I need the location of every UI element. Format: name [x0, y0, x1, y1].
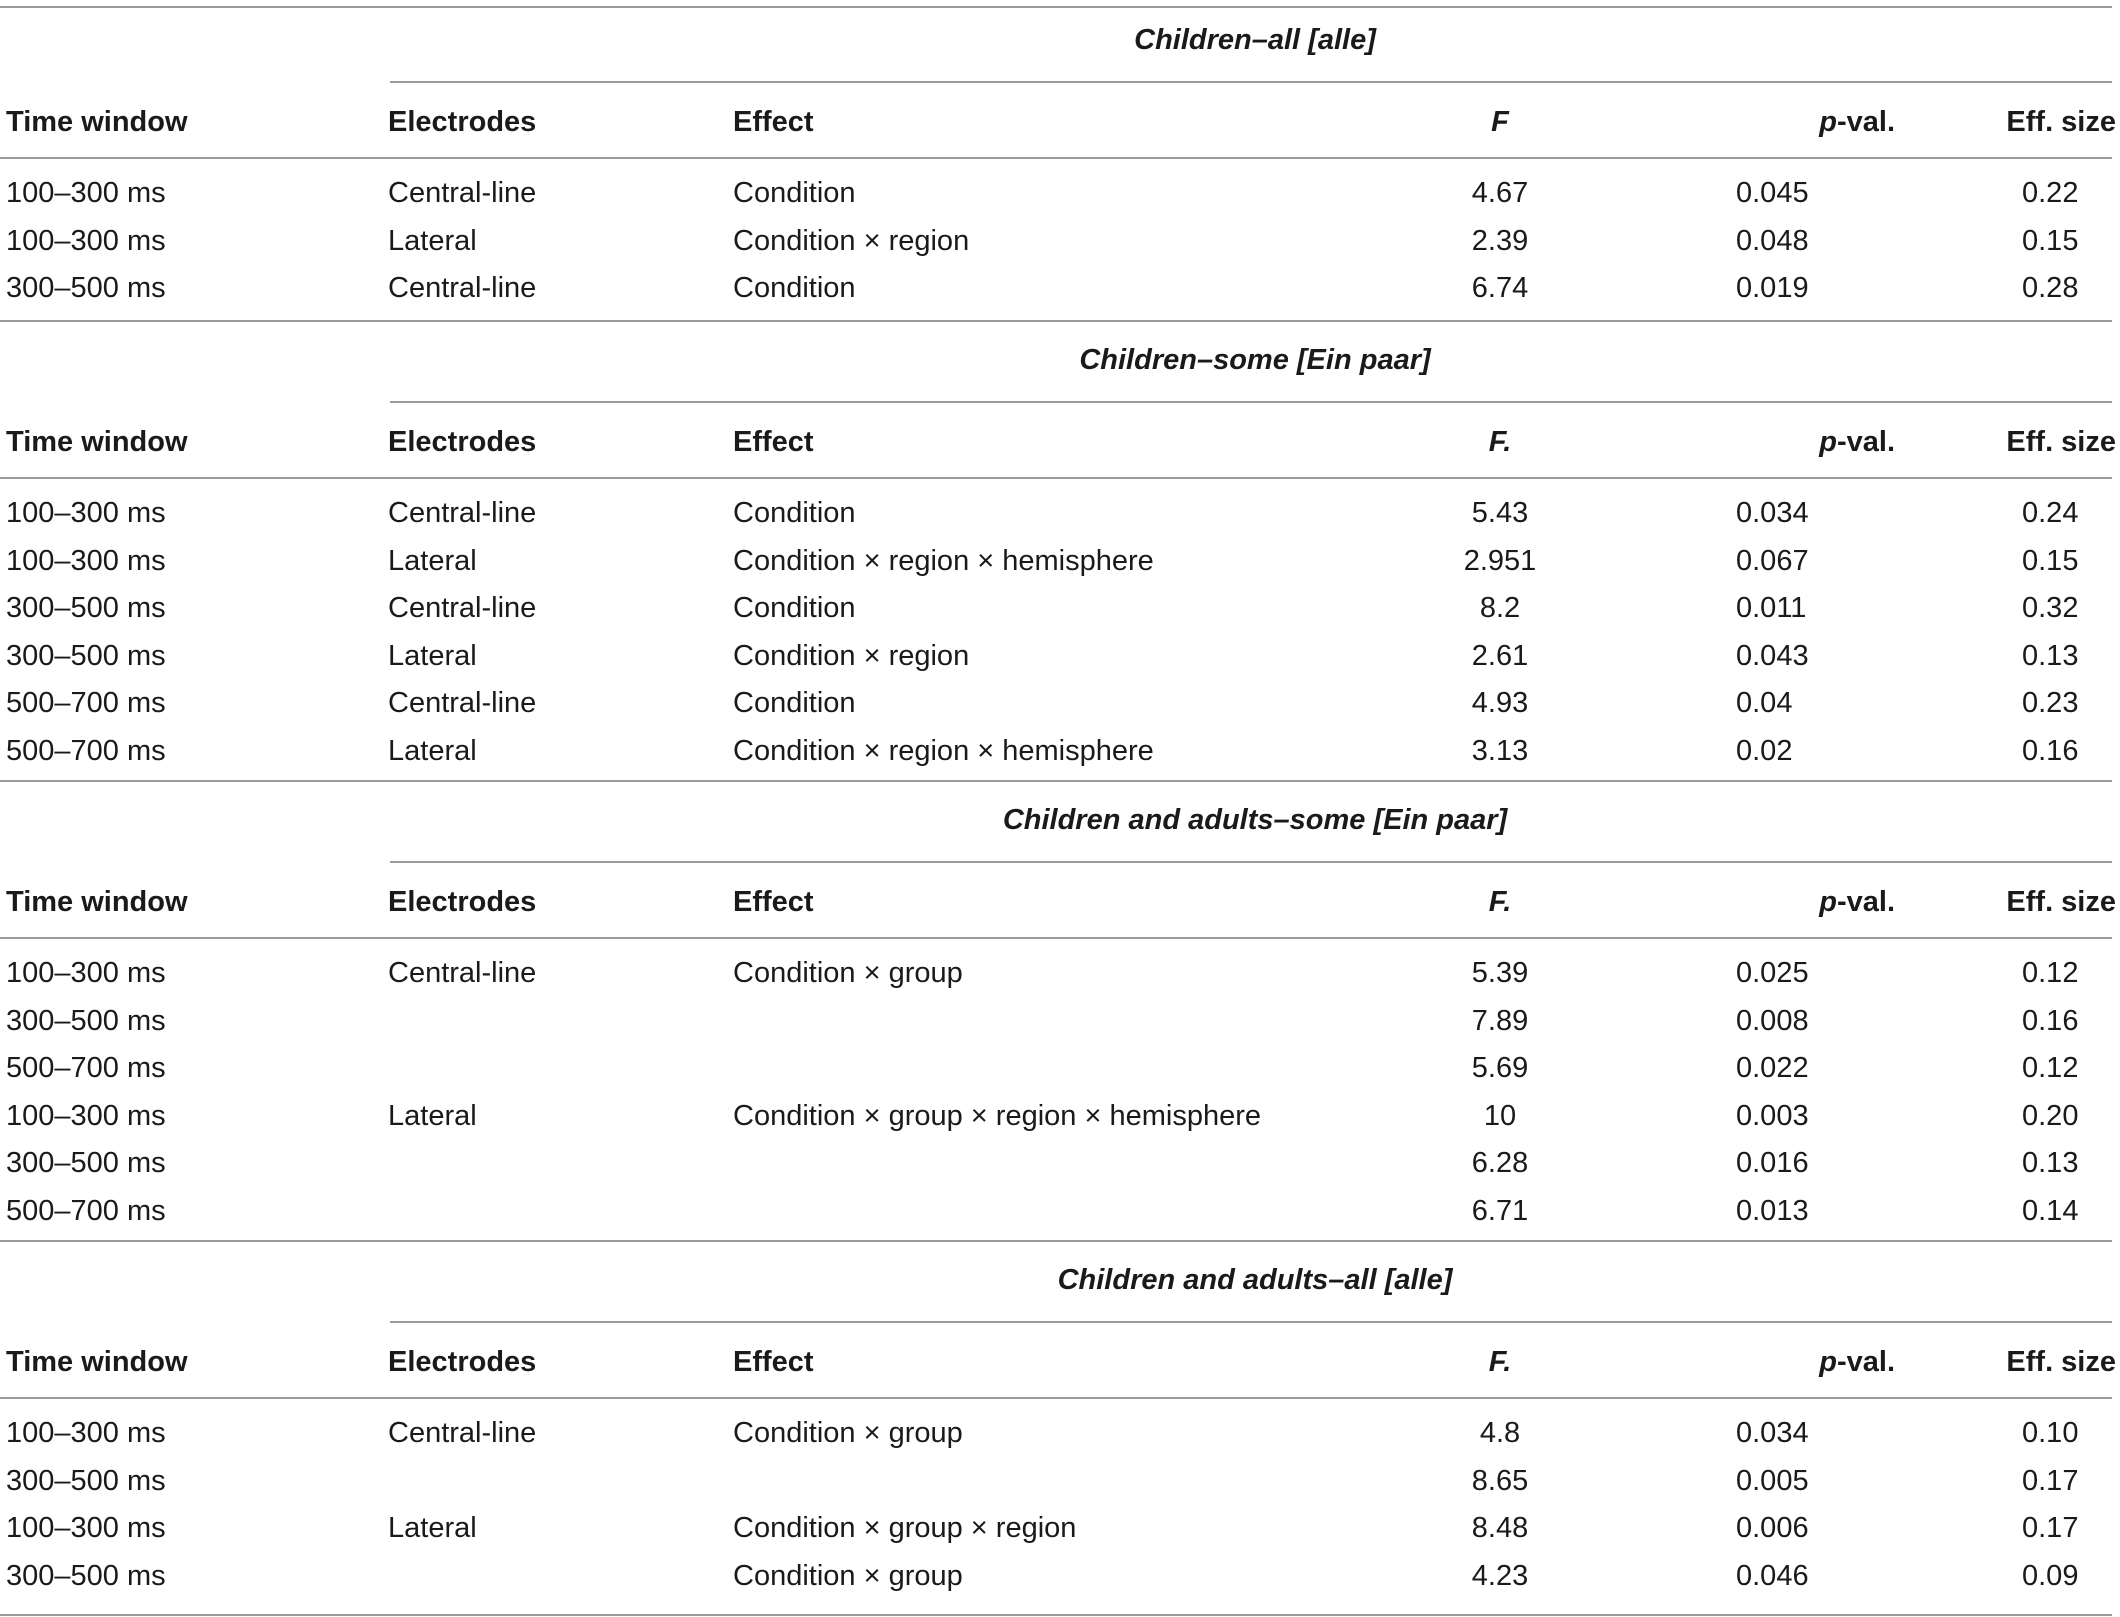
header-p-suffix: -val. [1836, 1346, 1895, 1378]
cell-time-window: 500–700 ms [6, 687, 166, 719]
cell-effect: Condition [733, 272, 856, 304]
section-title: Children–all [alle] [1134, 24, 1376, 56]
title-spanner-rule [390, 81, 2112, 83]
cell-p-value: 0.045 [1736, 177, 1809, 209]
cell-time-window: 100–300 ms [6, 1099, 166, 1132]
cell-electrodes: Lateral [388, 1099, 477, 1132]
cell-time-window: 100–300 ms [6, 497, 166, 529]
cell-p-value: 0.02 [1736, 734, 1793, 767]
header-time-window: Time window [6, 426, 188, 458]
cell-effect: Condition [733, 177, 856, 209]
cell-p-value: 0.019 [1736, 272, 1809, 304]
cell-electrodes: Central-line [388, 497, 537, 529]
table-section [0, 320, 2120, 767]
cell-p-value: 0.034 [1736, 497, 1809, 529]
header-p-suffix: -val. [1836, 886, 1895, 918]
cell-time-window: 100–300 ms [6, 544, 166, 577]
cell-electrodes: Central-line [388, 592, 537, 624]
cell-eff-size: 0.15 [2022, 544, 2079, 577]
cell-eff-size: 0.16 [2022, 1004, 2079, 1037]
cell-effect: Condition × group × region × hemisphere [733, 1099, 1261, 1132]
cell-effect: Condition × group [733, 1559, 963, 1592]
cell-effect: Condition × region [733, 224, 970, 257]
header-p-value [1650, 424, 1895, 460]
cell-eff-size: 0.22 [2022, 177, 2079, 209]
header-p-letter: p [1819, 886, 1837, 918]
table-section [0, 780, 2120, 1227]
cell-p-value: 0.048 [1736, 224, 1809, 257]
cell-effect: Condition [733, 687, 856, 719]
cell-p-value: 0.016 [1736, 1147, 1809, 1179]
cell-time-window: 300–500 ms [6, 1147, 166, 1179]
cell-f-value: 5.43 [1471, 497, 1529, 529]
cell-p-value: 0.034 [1736, 1417, 1809, 1449]
cell-electrodes: Central-line [388, 687, 537, 719]
cell-f-value: 10 [1483, 1099, 1517, 1132]
section-title: Children–some [Ein paar] [1079, 344, 1431, 376]
cell-f-value: 7.89 [1471, 1004, 1529, 1037]
cell-p-value: 0.043 [1736, 639, 1809, 672]
table-section [0, 0, 2120, 320]
cell-f-value: 4.93 [1471, 687, 1529, 719]
header-p-value [1650, 104, 1895, 140]
cell-effect: Condition × group × region [733, 1512, 1077, 1544]
cell-f-value: 3.13 [1471, 734, 1529, 767]
header-f: F. [1488, 886, 1512, 918]
header-time-window: Time window [6, 1346, 188, 1378]
header-rule [0, 157, 2112, 159]
cell-time-window: 300–500 ms [6, 592, 166, 624]
header-effect: Effect [733, 106, 814, 138]
cell-f-value: 4.8 [1479, 1417, 1521, 1449]
header-eff-size: Eff. size [2006, 426, 2116, 458]
cell-f-value: 2.951 [1463, 544, 1537, 577]
header-rule [0, 937, 2112, 939]
header-eff-size: Eff. size [2006, 106, 2116, 138]
cell-electrodes: Central-line [388, 272, 537, 304]
cell-f-value: 8.2 [1479, 592, 1521, 624]
cell-electrodes: Central-line [388, 177, 537, 209]
header-p-suffix: -val. [1836, 426, 1895, 458]
section-top-rule [0, 780, 2112, 782]
cell-f-value: 4.23 [1471, 1559, 1529, 1592]
cell-time-window: 500–700 ms [6, 734, 166, 767]
cell-time-window: 100–300 ms [6, 177, 166, 209]
cell-p-value: 0.006 [1736, 1512, 1809, 1544]
header-f: F [1491, 106, 1509, 138]
cell-p-value: 0.005 [1736, 1464, 1809, 1497]
cell-electrodes: Lateral [388, 639, 477, 672]
cell-eff-size: 0.17 [2022, 1512, 2079, 1544]
cell-f-value: 5.39 [1471, 957, 1529, 989]
cell-f-value: 2.61 [1471, 639, 1529, 672]
header-electrodes: Electrodes [388, 426, 537, 458]
cell-time-window: 300–500 ms [6, 639, 166, 672]
section-title: Children and adults–some [Ein paar] [1002, 804, 1508, 836]
title-spanner-rule [390, 1321, 2112, 1323]
cell-eff-size: 0.09 [2022, 1559, 2079, 1592]
header-p-value [1650, 1344, 1895, 1380]
cell-eff-size: 0.24 [2022, 497, 2079, 529]
header-time-window: Time window [6, 886, 188, 918]
cell-eff-size: 0.10 [2022, 1417, 2079, 1449]
cell-eff-size: 0.15 [2022, 224, 2079, 257]
cell-p-value: 0.013 [1736, 1194, 1809, 1227]
cell-electrodes: Lateral [388, 224, 477, 257]
cell-time-window: 100–300 ms [6, 957, 166, 989]
cell-time-window: 300–500 ms [6, 272, 166, 304]
header-rule [0, 1397, 2112, 1399]
cell-f-value: 5.69 [1471, 1052, 1529, 1084]
cell-time-window: 100–300 ms [6, 224, 166, 257]
cell-time-window: 100–300 ms [6, 1512, 166, 1544]
cell-electrodes: Central-line [388, 1417, 537, 1449]
cell-effect: Condition [733, 592, 856, 624]
cell-time-window: 500–700 ms [6, 1052, 166, 1084]
cell-time-window: 300–500 ms [6, 1464, 166, 1497]
section-title: Children and adults–all [alle] [1057, 1264, 1453, 1296]
cell-electrodes: Lateral [388, 1512, 477, 1544]
cell-eff-size: 0.12 [2022, 1052, 2079, 1084]
header-p-letter: p [1819, 426, 1837, 458]
header-time-window: Time window [6, 106, 188, 138]
cell-effect: Condition × region × hemisphere [733, 544, 1154, 577]
cell-eff-size: 0.12 [2022, 957, 2079, 989]
cell-f-value: 6.74 [1471, 272, 1529, 304]
cell-p-value: 0.011 [1736, 592, 1807, 624]
cell-f-value: 6.28 [1471, 1147, 1529, 1179]
cell-eff-size: 0.16 [2022, 734, 2079, 767]
cell-eff-size: 0.28 [2022, 272, 2079, 304]
header-f: F. [1488, 426, 1512, 458]
table-section [0, 1240, 2120, 1592]
cell-effect: Condition × region [733, 639, 970, 672]
cell-p-value: 0.025 [1736, 957, 1809, 989]
header-electrodes: Electrodes [388, 886, 537, 918]
cell-p-value: 0.022 [1736, 1052, 1809, 1084]
cell-f-value: 4.67 [1471, 177, 1529, 209]
cell-effect: Condition × group [733, 957, 963, 989]
header-p-value [1650, 884, 1895, 920]
cell-f-value: 8.65 [1471, 1464, 1529, 1497]
cell-f-value: 6.71 [1471, 1194, 1529, 1227]
cell-p-value: 0.04 [1736, 687, 1793, 719]
cell-effect: Condition × region × hemisphere [733, 734, 1154, 767]
header-rule [0, 477, 2112, 479]
header-p-letter: p [1819, 1346, 1837, 1378]
header-effect: Effect [733, 886, 814, 918]
header-eff-size: Eff. size [2006, 886, 2116, 918]
header-electrodes: Electrodes [388, 1346, 537, 1378]
cell-electrodes: Central-line [388, 957, 537, 989]
cell-eff-size: 0.13 [2022, 639, 2079, 672]
section-top-rule [0, 1240, 2112, 1242]
cell-electrodes: Lateral [388, 734, 477, 767]
table-bottom-rule [0, 1614, 2112, 1616]
cell-effect: Condition × group [733, 1417, 963, 1449]
cell-time-window: 300–500 ms [6, 1004, 166, 1037]
header-f: F. [1488, 1346, 1512, 1378]
section-top-rule [0, 320, 2112, 322]
cell-eff-size: 0.23 [2022, 687, 2079, 719]
cell-f-value: 2.39 [1471, 224, 1529, 257]
header-effect: Effect [733, 426, 814, 458]
title-spanner-rule [390, 861, 2112, 863]
cell-electrodes: Lateral [388, 544, 477, 577]
cell-eff-size: 0.20 [2022, 1099, 2079, 1132]
cell-eff-size: 0.13 [2022, 1147, 2079, 1179]
title-spanner-rule [390, 401, 2112, 403]
header-p-suffix: -val. [1836, 106, 1895, 138]
header-effect: Effect [733, 1346, 814, 1378]
cell-time-window: 500–700 ms [6, 1194, 166, 1227]
cell-p-value: 0.008 [1736, 1004, 1809, 1037]
header-eff-size: Eff. size [2006, 1346, 2116, 1378]
cell-time-window: 100–300 ms [6, 1417, 166, 1449]
section-top-rule [0, 6, 2112, 8]
cell-effect: Condition [733, 497, 856, 529]
cell-eff-size: 0.17 [2022, 1464, 2079, 1497]
cell-p-value: 0.067 [1736, 544, 1809, 577]
header-electrodes: Electrodes [388, 106, 537, 138]
cell-p-value: 0.046 [1736, 1559, 1809, 1592]
cell-time-window: 300–500 ms [6, 1559, 166, 1592]
cell-eff-size: 0.14 [2022, 1194, 2079, 1227]
header-p-letter: p [1819, 106, 1837, 138]
cell-f-value: 8.48 [1471, 1512, 1529, 1544]
cell-eff-size: 0.32 [2022, 592, 2079, 624]
cell-p-value: 0.003 [1736, 1099, 1809, 1132]
